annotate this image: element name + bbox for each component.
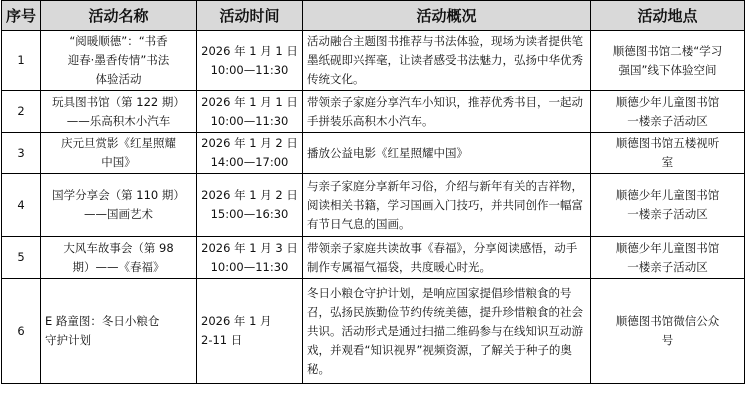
event-date: 2026 年 1 月 1 日 <box>201 43 298 58</box>
event-description-text: 与亲子家庭分享新年习俗，介绍与新年有关的吉祥物，阅读相关书籍，学习国画入门技巧，并共同创作一幅富有节日气息的国画。 <box>307 178 583 231</box>
event-description <box>303 174 591 237</box>
event-hours: 14:00—17:00 <box>210 155 289 169</box>
event-date: 2026 年 1 月 <box>201 314 272 328</box>
event-hours: 15:00—16:30 <box>210 207 289 221</box>
event-name-line: 迎春·墨香传情”书法 <box>67 53 170 67</box>
event-name <box>41 279 197 384</box>
table-row <box>2 133 745 174</box>
event-name <box>41 133 197 174</box>
table-row <box>2 174 745 237</box>
event-name-line: ——乐高积木小汽车 <box>66 113 171 128</box>
event-hours: 10:00—11:30 <box>210 259 289 274</box>
event-location <box>591 91 745 133</box>
events-table <box>1 0 745 384</box>
header-time: 活动时间 <box>197 1 303 31</box>
event-hours: 2-11 日 <box>201 333 243 347</box>
event-description <box>303 237 591 279</box>
event-description-text: 冬日小粮仓守护计划，是响应国家提倡珍惜粮食的号召，弘扬民族勤俭节约传统美德，提升珍惜粮食的社会共识。活动形式是通过扫描二维码参与在线知识互动游戏，并观看“知识视界”视频资源，了解关于种子的奥秘。 <box>307 285 583 376</box>
event-location <box>591 279 745 384</box>
event-date: 2026 年 1 月 1 日 <box>201 94 298 109</box>
event-description <box>303 31 591 91</box>
event-time <box>197 31 303 91</box>
event-name-line: E 路童图：冬日小粮仓 <box>45 314 160 328</box>
event-location-line: 一楼亲子活动区 <box>627 113 708 128</box>
event-name-line: 守护计划 <box>45 333 91 347</box>
event-time <box>197 237 303 279</box>
event-location-line: 顺德少年儿童图书馆 <box>615 240 720 255</box>
event-name-line: 中国》 <box>101 155 136 169</box>
event-location <box>591 133 745 174</box>
event-description <box>303 279 591 384</box>
event-name <box>41 91 197 133</box>
event-name-line: 庆元旦赏影《红星照耀 <box>61 136 176 150</box>
event-date: 2026 年 1 月 2 日 <box>201 136 298 150</box>
event-location-line: 强国”线下体验空间 <box>618 62 717 77</box>
event-hours: 10:00—11:30 <box>210 62 289 77</box>
header-name: 活动名称 <box>41 1 197 31</box>
event-time <box>197 133 303 174</box>
event-description-text: 活动融合主题图书推荐与书法体验，现场为读者提供笔墨纸砚即兴挥毫，让读者感受书法魅力，弘扬中华优秀传统文化。 <box>307 34 583 86</box>
event-description-text: 带领亲子家庭共读故事《春福》，分享阅读感悟，动手制作专属福气福袋，共度暖心时光。 <box>307 240 578 274</box>
row-number: 2 <box>2 91 41 133</box>
event-name-line: 国学分享会（第 110 期） <box>52 188 185 202</box>
event-location-line: 一楼亲子活动区 <box>627 259 708 274</box>
event-time <box>197 279 303 384</box>
event-description <box>303 133 591 174</box>
event-location-line: 一楼亲子活动区 <box>627 207 708 221</box>
header-row <box>2 1 745 31</box>
event-name-line: 体验活动 <box>95 72 142 86</box>
row-number: 1 <box>2 31 41 91</box>
row-number: 4 <box>2 174 41 237</box>
row-number: 5 <box>2 237 41 279</box>
event-location-line: 顺德图书馆微信公众 <box>615 314 720 328</box>
event-location-line: 顺德图书馆五楼视听 <box>615 136 720 150</box>
event-location <box>591 174 745 237</box>
header-location: 活动地点 <box>591 1 745 31</box>
header-num: 序号 <box>2 1 41 31</box>
event-name <box>41 31 197 91</box>
event-time <box>197 91 303 133</box>
event-time <box>197 174 303 237</box>
header-desc: 活动概况 <box>303 1 591 31</box>
event-date: 2026 年 1 月 2 日 <box>201 188 298 202</box>
event-description <box>303 91 591 133</box>
event-name-line: 期）——《春福》 <box>72 259 165 274</box>
event-description-text: 播放公益电影《红星照耀中国》 <box>307 145 468 160</box>
event-location-line: 顺德少年儿童图书馆 <box>615 188 720 202</box>
table-row <box>2 279 745 384</box>
table-row <box>2 237 745 279</box>
event-name <box>41 174 197 237</box>
event-location-line: 室 <box>661 155 674 169</box>
row-number: 6 <box>2 279 41 384</box>
table-row <box>2 31 745 91</box>
event-date: 2026 年 1 月 3 日 <box>201 240 298 255</box>
event-location <box>591 31 745 91</box>
event-location <box>591 237 745 279</box>
event-location-line: 顺德图书馆二楼“学习 <box>612 43 723 58</box>
event-name <box>41 237 197 279</box>
event-name-line: ——国画艺术 <box>84 207 153 221</box>
row-number: 3 <box>2 133 41 174</box>
event-location-line: 顺德少年儿童图书馆 <box>615 94 720 109</box>
event-name-line: “阅暖顺德”：“书香 <box>69 34 168 48</box>
event-description-text: 带领亲子家庭分享汽车小知识，推荐优秀书目，一起动手拼装乐高积木小汽车。 <box>307 94 583 128</box>
event-name-line: 大风车故事会（第 98 <box>63 240 174 255</box>
event-location-line: 号 <box>661 333 674 347</box>
table-row <box>2 91 745 133</box>
event-name-line: 玩具图书馆（第 122 期） <box>52 94 185 109</box>
event-hours: 10:00—11:30 <box>210 113 289 128</box>
